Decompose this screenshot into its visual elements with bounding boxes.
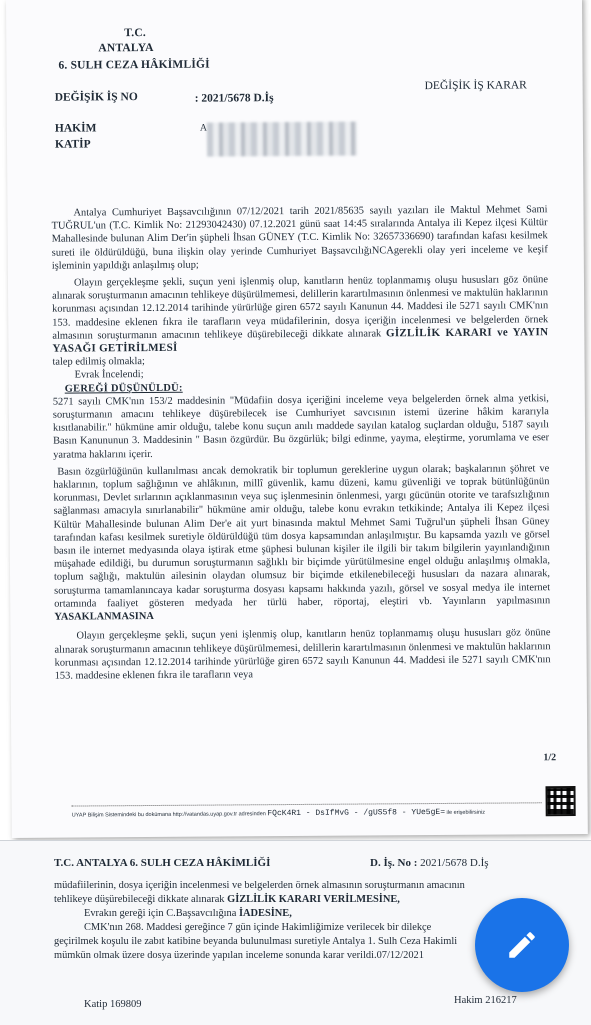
press-text: Basın özgürlüğünün kullanılması ancak demokratik bir toplumun gereklerine uygun olarak; başkalarının şöhret ve haklarının, toplum sağlığının ve ahlâkının, millî güvenlik, kamu düzeni, kamu güvenliği ve toprak bütünlüğünün korunması, Devlet sırlarının açıklanmasının veya suç işlenmesinin önlenmesi, yargı gücünün otorite ve tarafsızlığının sağlanması amacıyla sınırlanabilir" hükmüne amir olduğu, talebe konu evrakın tetkikinde; Antalya ili Kepez ilçesi Kültür Mahallesinde bulunan Alim Der'e ait yurt binasında maktul Mehmet Sami Tuğrul'un şüpheli İhsan Güney tarafından kafası kesilmek suretiyle öldürüldüğü tüm dosya kapsamından anlaşılmıştır. Bu kapsamda yazılı ve görsel basın ile internet medyasında olaya iştirak etme şüphesi bulunan kişiler ile ilgili bir takım bilgilerin yayınlandığının müşahade edildiği, bu durumun soruşturmanın sağlıklı bir biçimde yürütülmesine engel olduğu anlaşılmış olmakla, toplum sağlığı, maktulün ailesinin olaydan olumsuz bir biçimde etkilenebileceği hususları da nazara alınarak, soruşturma tamamlanıncaya kadar soruşturma dosyası kapsamı hakkında yazılı, görsel ve sosyal medya ile internet ortamında faaliyet gösteren medyada her türlü haber, röportaj, eleştiri vb. Yayınların yapılmasının: [53, 463, 551, 610]
page2-line-3-text: Evrakın gereği için C.Başsavcılığına: [84, 908, 237, 919]
reasoning-text: Olayın gerçekleşme şekli, suçun yeni işlenmiş olup, kanıtların henüz toplanmamış oluşu hususları göz önüne alınarak soruşturmanın amacının tehlikeye düşürülmemesi, delillerin karartılmasının önlenmesi ve maktulün haklarının korunması açısından 12.12.2014 tarihinde yürürlüğe giren 6572 sayılı Kanunun 44. Maddesi ile 5271 sayılı CMK'nın 153. maddesine eklenen fıkra ile tarafların veya müdafilerinin, dosya içeriğin incelenmesi ve belgelerden örnek almasının soruşturmanın amacının tehlikeye düşürebileceği dikkate alınarak: [52, 274, 549, 342]
paragraph-press: [53, 462, 550, 624]
file-no-label: DEĞİŞİK İŞ NO: [54, 91, 138, 104]
page2-line-6: mümkün olmak üzere dosya üzerinde yapılan inceleme sonunda karar verildi.07/12/2021: [54, 950, 424, 961]
page2-line-5: geçirilmek koşulu ile zabıt katibine beyanda bulunulması suretiyle Antalya 1. Sulh Ceza Hakimli: [54, 936, 458, 947]
edit-button[interactable]: [475, 898, 569, 992]
paragraph-examined: Evrak İncelendi;: [74, 369, 144, 381]
pencil-icon: [505, 928, 539, 962]
judge-label: HAKİM: [54, 122, 97, 135]
page2-file-no: [370, 857, 489, 869]
paragraph-reasoning: [52, 273, 549, 356]
footer-divider: [72, 802, 542, 806]
page2-line-1: müdafiilerinin, dosya içeriğin incelenmesi ve belgelerden örnek almasının soruşturmanın amacının: [54, 880, 465, 891]
judge-value: A: [199, 122, 208, 134]
court-name: 6. SULH CEZA HÂKİMLİĞİ: [58, 58, 210, 72]
court-city: ANTALYA: [98, 41, 154, 55]
footer-tail: ile erişebilirsiniz: [446, 809, 486, 816]
paragraph-repeat: Olayın gerçekleşme şekli, suçun yeni işlenmiş olup, kanıtların henüz toplanmamış oluşu hususları göz önüne alınarak soruşturmanın amacının tehlikeye düşürülmemesi, delillerin karartılmasının önlenmesi ve maktulün haklarının korunması açısından 12.12.2014 tarihinde yürürlüğe giren 6572 sayılı Kanunun 44. Maddesi ile 5271 sayılı CMK'nın 153. maddesine eklenen fıkra ile tarafların veya: [54, 627, 551, 682]
page2-file-no-label: D. İş. No :: [370, 857, 418, 869]
confidentiality-request: GİZLİLİK KARARI ve YAYIN YASAĞI GETİRİLMESİ: [52, 326, 549, 355]
court-tc: T.C.: [124, 27, 146, 40]
clerk-label: KATİP: [54, 138, 91, 151]
page2-line-3: [54, 907, 554, 921]
uyap-footer: [72, 808, 485, 820]
file-no-value: : 2021/5678 D.İş: [194, 92, 274, 105]
paragraph-requested: talep edilmiş olmakla;: [52, 356, 145, 368]
page2-court-header: T.C. ANTALYA 6. SULH CEZA HÂKİMLİĞİ: [54, 857, 271, 869]
return-decision: İADESİNE,: [238, 908, 292, 919]
clerk-signature: Katip 169809: [84, 999, 142, 1010]
footer-text: UYAP Bilişim Sistemindeki bu dokümana http://vatandas.uyap.gov.tr adresinden: [71, 811, 266, 819]
qr-code-icon: [546, 786, 576, 816]
footer-code: FQcK4R1 - DsIfMvG - /gUS5f8 - YUe5gE=: [267, 807, 446, 819]
page-number: 1/2: [543, 752, 557, 764]
considered-heading-text: GEREĞİ DÜŞÜNÜLDÜ:: [64, 382, 183, 395]
document-type: DEĞİŞİK İŞ KARAR: [424, 79, 527, 93]
confidentiality-decision: GİZLİLİK KARARI VERİLMESİNE,: [227, 894, 400, 905]
redacted-names: [207, 122, 357, 157]
document-page-1: [6, 0, 588, 838]
page2-line-4: CMK'nın 268. Maddesi gereğince 7 gün içinde Hakimliğimize verilecek bir dilekçe: [84, 922, 432, 933]
judge-signature: Hakim 216217: [454, 995, 517, 1006]
paragraph-request: Antalya Cumhuriyet Başsavcılığının 07/12/2021 tarih 2021/85635 sayılı yazıları ile Maktul Mehmet Sami TUĞRUL'un (T.C. Kimlik No: 21293042430) 07.12.2021 günü saat 14:45 sıralarında Antalya ili Kepez ilçesi Kültür Mahallesinde bulunan Alim Der'in şüpheli İhsan GÜNEY (T.C. Kimlik No: 32657336690) tarafından kafası kesilmek sureti ile öldürüldüğü, buna ilişkin olay yerinde Cumhuriyet BaşsavcılığıNCAgerekli olay yeri inceleme ve keşif işleminin yapıldığı anlaşılmış olup;: [51, 204, 548, 272]
page2-line-2: [54, 893, 554, 907]
ban-decision: YASAKLANMASINA: [54, 611, 154, 623]
decision-body: [51, 203, 550, 683]
page2-line-2-text: tehlikeye düşürebileceği dikkate alınarak: [54, 894, 225, 905]
page2-file-no-value: 2021/5678 D.İş: [420, 857, 489, 869]
paragraph-law: 5271 sayılı CMK'nın 153/2 maddesinin "Müdafiin dosya içeriğini inceleme veya belgelerden örnek alma yetkisi, soruşturmanın amacını tehlikeye düşürebilecek ise Cumhuriyet savcısının istemi üzerine hâkim kararıyla kısıtlanabilir." hükmüne amir olduğu, talebe konu suçun anılı maddede sayılan katalog suçlardan olduğu, 5187 sayılı Basın Kanununun 3. Maddesinin " Basın özgürdür. Bu özgürlük; bilgi edinme, yayma, eleştirme, yorumlama ve eser yaratma haklarını içerir.: [52, 393, 550, 461]
